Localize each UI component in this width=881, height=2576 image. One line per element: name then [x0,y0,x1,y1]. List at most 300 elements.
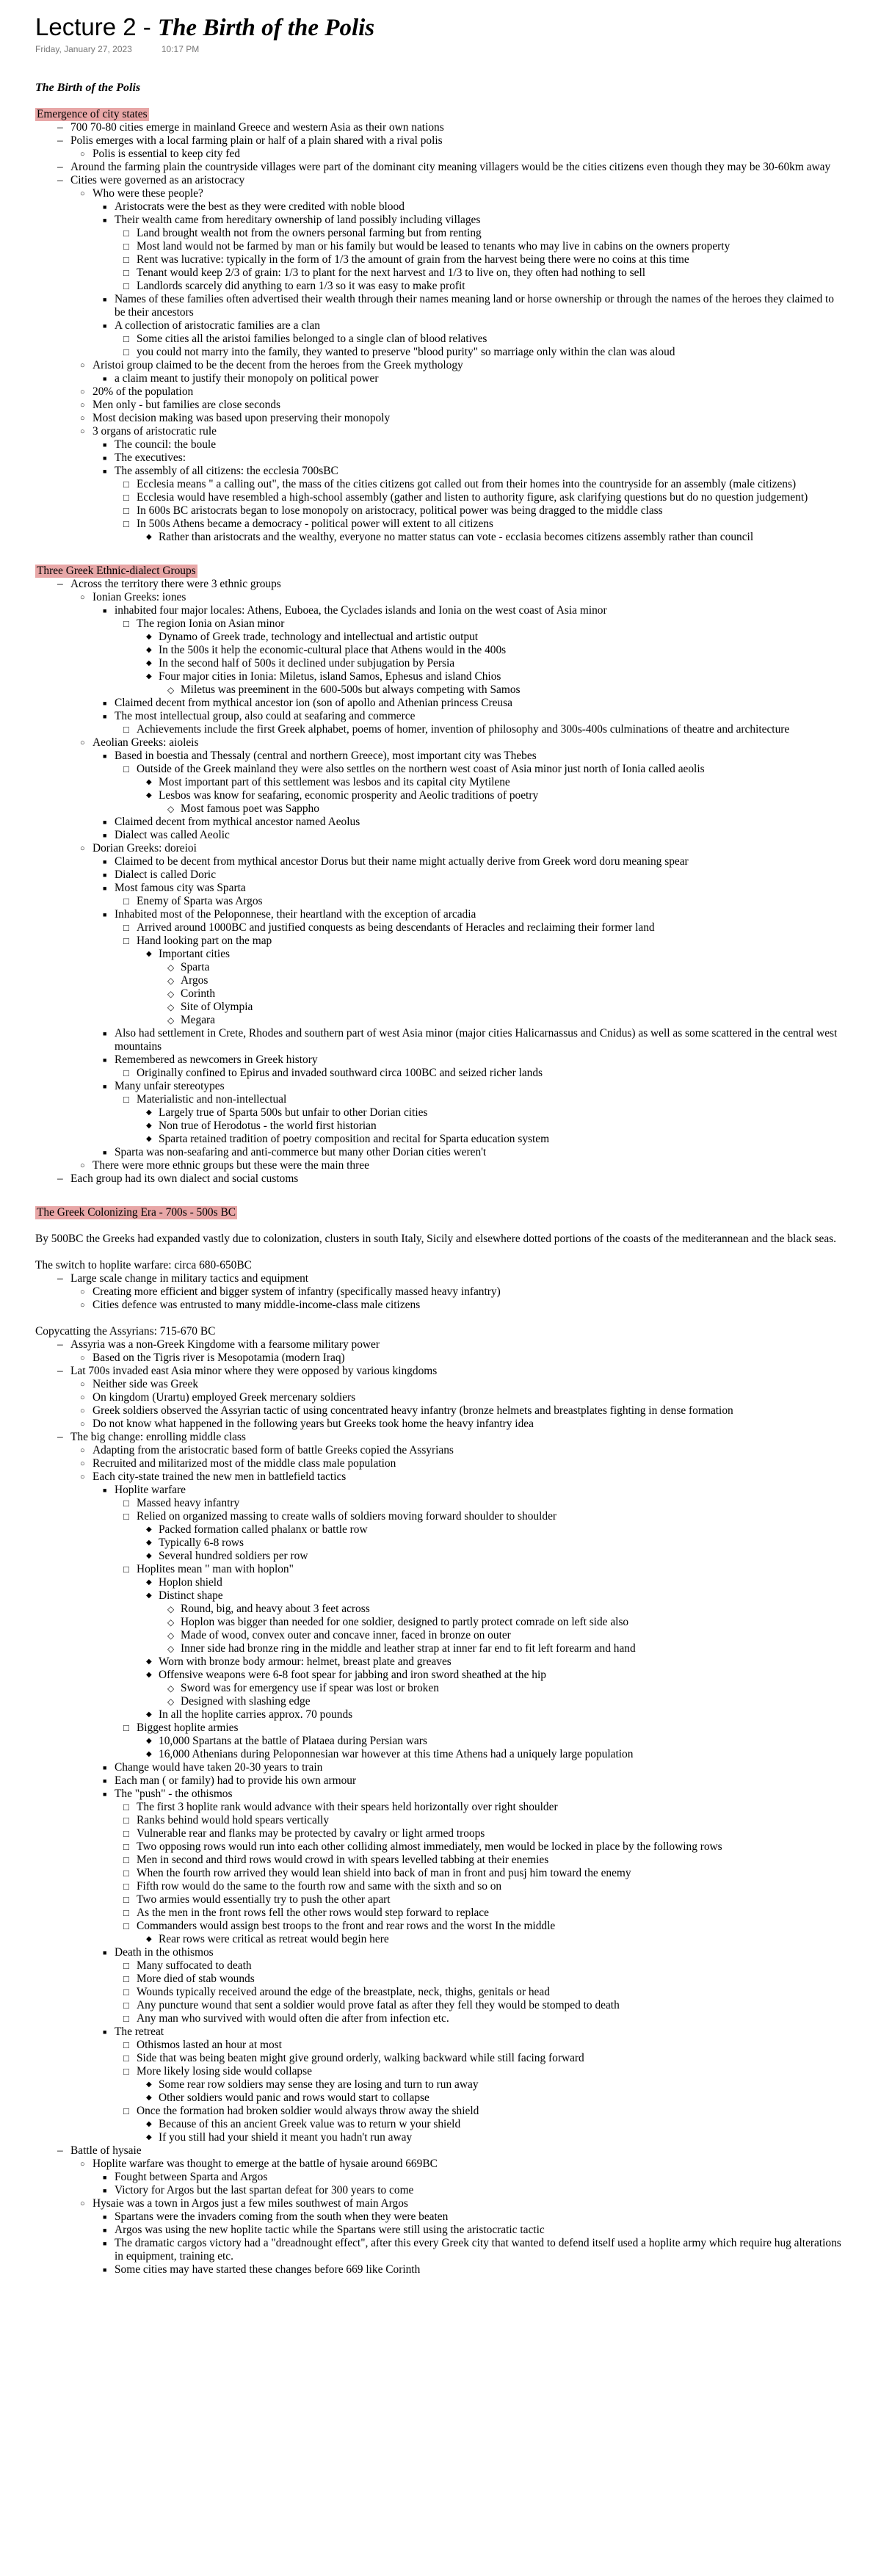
list-item [115,438,846,451]
list-item [115,2237,846,2263]
list-item [93,1285,846,1299]
list-item-text: ■ Change would have taken 20-30 years to train [115,1761,323,1774]
list-item [115,319,846,359]
list-item-text: □ When the fourth row arrived they would lean shield into back of man in front and pusj him toward the enemy [137,1867,631,1879]
list-item [159,2091,846,2105]
list-item [159,1120,846,1133]
list-item-text: □ Commanders would assign best troops to the front and rear rows and the worst In the middle [137,1920,556,1932]
list-item-text: – Assyria was a non-Greek Kingdome with a fearsome military power [70,1338,380,1351]
list-item [137,935,846,1027]
list-item [115,1788,846,1946]
list-item [93,1378,846,1391]
section-list [35,578,846,1186]
list-item [137,1999,846,2012]
list-item-text: ■ Argos was using the new hoplite tactic while the Spartans were still using the aristocratic tactic [115,2224,545,2236]
list-item [93,187,846,359]
list-item [115,2263,846,2276]
list-item-text: ◇ Hoplon was bigger than needed for one soldier, designed to partly protect comrade on left side also [181,1616,629,1628]
list-item-text: □ Many suffocated to death [137,1959,252,1972]
list-item-text: ◇ Sword was for emergency use if spear was lost or broken [181,1682,439,1694]
list-item [70,1431,846,2144]
list-item [137,895,846,908]
list-item [93,148,846,161]
list-item-text: ◆ Lesbos was know for seafaring, economic prosperity and Aeolic traditions of poetry [159,789,539,802]
list-item [137,253,846,266]
list-item-text: ◆ Rear rows were critical as retreat would begin here [159,1933,389,1945]
list-item [137,240,846,253]
section-list [35,1272,846,1312]
list-item-text: ◇ Inner side had bronze ring in the middle and leather strap at inner far end to fit left forearm and hand [181,1642,636,1655]
list-item-text: □ More likely losing side would collapse [137,2065,312,2078]
page-title [35,13,846,42]
list-item [137,1827,846,1840]
list-item-text: □ Tenant would keep 2/3 of grain: 1/3 to plant for the next harvest and 1/3 to live on, they often had nothing to sell [137,266,646,279]
list-item-text: ■ Dialect is called Doric [115,868,217,881]
list-item-text: □ Hoplites mean " man with hoplon" [137,1563,294,1575]
list-item [159,1655,846,1669]
list-item-text: ■ Most famous city was Sparta [115,882,246,894]
list-item [115,1946,846,2025]
list-item-text: □ you could not marry into the family, they wanted to preserve "blood purity" so marriage only within the clan was aloud [137,346,675,358]
list-item [137,723,846,736]
list-item-text: ○ Recruited and militarized most of the middle class male population [93,1457,396,1470]
section-heading-emergence: Emergence of city states [37,108,148,120]
list-item [93,1352,846,1365]
list-item-text: ■ The council: the boule [115,438,217,451]
list-item-text: – The big change: enrolling middle class [70,1431,246,1443]
list-item [159,2078,846,2091]
list-item-text: ◇ Round, big, and heavy about 3 feet across [181,1603,370,1615]
list-item-text: ○ On kingdom (Urartu) employed Greek mercenary soldiers [93,1391,356,1404]
list-item-text: □ Two opposing rows would run into each other colliding almost immediately, men would be locked in place by the following rows [137,1840,722,1853]
list-item-text: □ Once the formation had broken soldier would always throw away the shield [137,2105,479,2117]
list-item-text: ■ Remembered as newcomers in Greek history [115,1053,318,1066]
list-item [159,670,846,697]
list-item-text: – Battle of hysaie [70,2144,142,2157]
note-date: Friday, January 27, 2023 [35,44,132,54]
list-item-text: ◇ Most famous poet was Sappho [181,802,319,815]
list-item-text: – Polis emerges with a local farming plain or half of a plain shared with a rival polis [70,134,443,147]
list-item-text: ○ Hysaie was a town in Argos just a few miles southwest of main Argos [93,2197,408,2210]
list-item-text: ○ Based on the Tigris river is Mesopotamia (modern Iraq) [93,1352,345,1364]
list-item [115,2210,846,2224]
list-item [159,1933,846,1946]
list-item [115,200,846,214]
list-item-text: ○ Dorian Greeks: doreioi [93,842,197,855]
list-item-text: ◇ Megara [181,1014,215,1026]
list-item-text: □ Ecclesia means " a calling out", the mass of the cities citizens got called out from their homes into the countryside for an assembly (male citizens) [137,478,797,490]
list-item-text: ■ Based in boestia and Thessaly (central and northern Greece), most important city was Thebes [115,750,537,762]
list-item [159,789,846,816]
list-item-text: – Lat 700s invaded east Asia minor where they were opposed by various kingdoms [70,1365,438,1377]
list-item [70,134,846,161]
list-item-text: ○ Creating more efficient and bigger system of infantry (specifically massed heavy infantry) [93,1285,501,1298]
list-item [93,412,846,425]
colonizing-intro: By 500BC the Greeks had expanded vastly due to colonization, clusters in south Italy, Sicily and elsewhere dotted portions of the coasts of the mediterannean and the black seas. [35,1233,837,1245]
list-item-text: □ Vulnerable rear and flanks may be protected by cavalry or light armed troops [137,1827,485,1840]
list-item [93,591,846,736]
list-item-text: □ Arrived around 1000BC and justified conquests as being descendants of Heracles and reclaiming their former land [137,921,655,934]
list-item [115,214,846,293]
list-item [93,842,846,1159]
list-item-text: ■ Claimed decent from mythical ancestor named Aeolus [115,816,360,828]
list-item-text: ◆ 10,000 Spartans at the battle of Plataea during Persian wars [159,1735,427,1747]
list-item-text: ■ inhabited four major locales: Athens, Euboea, the Cyclades islands and Ionia on the west coast of Asia minor [115,604,607,617]
list-item-text: ◆ Most important part of this settlement was lesbos and its capital city Mytilene [159,776,510,788]
list-item-text: ○ Neither side was Greek [93,1378,199,1390]
list-item [115,2025,846,2144]
list-item-text: □ Biggest hoplite armies [137,1721,239,1734]
list-item-text: □ Massed heavy infantry [137,1497,240,1509]
list-item-text: ◇ Corinth [181,987,216,1000]
title-main: Lecture 2 - [35,13,158,40]
list-item-text: ■ Sparta was non-seafaring and anti-commerce but many other Dorian cities weren't [115,1146,487,1158]
list-item [159,2118,846,2131]
list-item [93,736,846,842]
list-item [181,1642,846,1655]
list-item [137,1973,846,1986]
list-item-text: ◆ Four major cities in Ionia: Miletus, island Samos, Ephesus and island Chios [159,670,501,683]
list-item [115,697,846,710]
list-item [159,2131,846,2144]
list-item-text: □ Enemy of Sparta was Argos [137,895,263,907]
list-item [159,1576,846,1589]
list-item [181,1001,846,1014]
list-item [181,1603,846,1616]
list-item-text: – Around the farming plain the countryside villages were part of the dominant city meaning villagers would be the cities citizens even though they may be 30-60km away [70,161,831,173]
list-item [159,1708,846,1721]
list-item-text: ■ Their wealth came from hereditary ownership of land possibly including villages [115,214,481,226]
section-list [35,1338,846,2276]
list-item-text: □ The region Ionia on Asian minor [137,617,285,630]
list-item [70,1365,846,1431]
list-item-text: ■ Some cities may have started these changes before 669 like Corinth [115,2263,421,2276]
list-item [115,882,846,908]
list-item-text: ◆ Non true of Herodotus - the world first historian [159,1120,377,1132]
list-item [115,465,846,544]
list-item-text: ◆ 16,000 Athenians during Peloponnesian war however at this time Athens had a uniquely large population [159,1748,634,1760]
list-item-text: □ Most land would not be farmed by man or his family but would be leased to tenants who may live in cabins on the owners property [137,240,730,253]
list-item-text: ◆ Hoplon shield [159,1576,222,1589]
list-item [115,372,846,385]
list-item [93,1457,846,1470]
list-item [181,1629,846,1642]
list-item [137,1721,846,1761]
list-item-text: ■ The executives: [115,451,186,464]
list-item [159,644,846,657]
list-item [93,2158,846,2197]
list-item-text: □ Othismos lasted an hour at most [137,2039,282,2051]
list-item-text: □ Two armies would essentially try to push the other apart [137,1893,391,1906]
list-item-text: ◇ Made of wood, convex outer and concave inner, faced in bronze on outer [181,1629,511,1641]
list-item-text: □ Some cities all the aristoi families belonged to a single clan of blood relatives [137,333,487,345]
list-item-text: □ Originally confined to Epirus and invaded southward circa 100BC and seized richer lands [137,1067,543,1079]
list-item [115,1146,846,1159]
list-item [137,280,846,293]
list-item [115,1080,846,1146]
list-item [93,1418,846,1431]
list-item [181,987,846,1001]
list-item [137,921,846,935]
list-item [93,1444,846,1457]
list-item [115,1774,846,1788]
list-item [93,1470,846,2144]
list-item-text: ○ Most decision making was based upon preserving their monopoly [93,412,391,424]
list-item-text: ○ 3 organs of aristocratic rule [93,425,217,438]
list-item [93,399,846,412]
list-item-text: ■ A collection of aristocratic families are a clan [115,319,320,332]
list-item [159,1133,846,1146]
list-item [159,1735,846,1748]
list-item [137,617,846,697]
list-item [159,1550,846,1563]
list-item [93,425,846,544]
list-item-text: □ Achievements include the first Greek alphabet, poems of homer, invention of philosophy and 300s-400s culminations of theatre and architecture [137,723,790,736]
list-item-text: ○ Polis is essential to keep city fed [93,148,240,160]
list-item-text: ■ Death in the othismos [115,1946,214,1959]
list-item-text: ■ Inhabited most of the Peloponnese, their heartland with the exception of arcadia [115,908,476,921]
list-item [70,174,846,544]
list-item [137,1510,846,1563]
list-item-text: ◆ Other soldiers would panic and rows would start to collapse [159,2091,429,2104]
list-item [115,2224,846,2237]
list-item [137,2052,846,2065]
list-item [137,1893,846,1906]
list-item [137,333,846,346]
list-item [137,1854,846,1867]
list-item-text: ◇ Miletus was preeminent in the 600-500s but always competing with Samos [181,683,521,696]
list-item [137,1840,846,1854]
list-item [159,657,846,670]
list-item-text: ■ Also had settlement in Crete, Rhodes and southern part of west Asia minor (major cities Halicarnassus and Cnidus) as well as some scattered in the central west mountains [115,1027,838,1053]
list-item-text: ◆ Sparta retained tradition of poetry composition and recital for Sparta education system [159,1133,550,1145]
list-item-text: ◆ Dynamo of Greek trade, technology and intellectual and artistic output [159,631,479,643]
list-item [115,1027,846,1053]
list-item-text: ■ Claimed decent from mythical ancestor ion (son of apollo and Athenian princess Creusa [115,697,512,709]
list-item [137,1093,846,1146]
list-item-text: ■ Many unfair stereotypes [115,1080,225,1092]
list-item [159,1589,846,1655]
list-item-text: ◇ Argos [181,974,209,987]
list-item [159,631,846,644]
list-item [93,385,846,399]
list-item [115,451,846,465]
list-item-text: ◆ Largely true of Sparta 500s but unfair to other Dorian cities [159,1106,428,1119]
list-item [70,121,846,134]
list-item [137,491,846,504]
list-item-text: ■ Fought between Sparta and Argos [115,2171,268,2183]
list-item-text: □ Relied on organized massing to create walls of soldiers moving forward shoulder to shoulder [137,1510,557,1523]
list-item [137,2105,846,2144]
list-item-text: □ Side that was being beaten might give ground orderly, walking backward while still facing forward [137,2052,584,2064]
list-item [181,961,846,974]
list-item-text: ◆ Distinct shape [159,1589,223,1602]
list-item [137,346,846,359]
list-item-text: □ Ecclesia would have resembled a high-school assembly (gather and listen to authority figure, ask clarifying questions but do no question judgement) [137,491,808,504]
list-item [137,1986,846,1999]
list-item-text: □ As the men in the front rows fell the other rows would step forward to replace [137,1906,489,1919]
list-item-text: □ Ranks behind would hold spears vertically [137,1814,330,1826]
list-item [181,1695,846,1708]
list-item-text: ○ Cities defence was entrusted to many middle-income-class male citizens [93,1299,421,1311]
list-item [115,1053,846,1080]
list-item-text: – 700 70-80 cities emerge in mainland Greece and western Asia as their own nations [70,121,444,134]
list-item-text: ■ Hoplite warfare [115,1484,186,1496]
list-item-text: ◆ Rather than aristocrats and the wealthy, everyone no matter status can vote - ecclasia becomes citizens assembly rather than council [159,531,754,543]
list-item-text: ○ Hoplite warfare was thought to emerge at the battle of hysaie around 669BC [93,2158,438,2170]
list-item [137,1920,846,1946]
list-item [137,1880,846,1893]
list-item [115,750,846,816]
list-item-text: – Across the territory there were 3 ethnic groups [70,578,281,590]
list-item [159,1536,846,1550]
list-item [159,1523,846,1536]
list-item [137,1067,846,1080]
list-item-text: – Cities were governed as an aristocracy [70,174,245,186]
list-item-text: ◆ Some rear row soldiers may sense they are losing and turn to run away [159,2078,479,2091]
list-item [159,1106,846,1120]
list-item [137,1867,846,1880]
list-item [181,1616,846,1629]
list-item-text: ○ There were more ethnic groups but these were the main three [93,1159,369,1172]
list-item-text: □ More died of stab wounds [137,1973,255,1985]
list-item-text: ■ Victory for Argos but the last spartan defeat for 300 years to come [115,2184,414,2196]
list-item-text: □ Wounds typically received around the edge of the breastplate, neck, thighs, genitals or head [137,1986,550,1998]
list-item [70,578,846,1172]
list-item [137,2039,846,2052]
list-item [115,816,846,829]
list-item-text: ■ Dialect was called Aeolic [115,829,230,841]
list-item-text: □ Materialistic and non-intellectual [137,1093,287,1106]
list-item [137,1906,846,1920]
list-item [137,1959,846,1973]
list-item [159,1748,846,1761]
list-item-text: ■ Claimed to be decent from mythical ancestor Dorus but their name might actually derive from Greek word doru meaning spear [115,855,689,868]
list-item [137,518,846,544]
section-list [35,121,846,544]
list-item-text: ○ Who were these people? [93,187,203,200]
list-item [159,531,846,544]
list-item-text: □ Fifth row would do the same to the fourth row and same with the sixth and so on [137,1880,502,1893]
list-item [137,1497,846,1510]
list-item [181,683,846,697]
list-item-text: ○ Greek soldiers observed the Assyrian tactic of using concentrated heavy infantry (bronze helmets and breastplates fighting in dense formation [93,1404,733,1417]
list-item [115,293,846,319]
list-item [115,868,846,882]
list-item [181,1682,846,1695]
list-item-text: ○ Aristoi group claimed to be the decent from the heroes from the Greek mythology [93,359,463,371]
list-item [93,359,846,385]
list-item [115,1761,846,1774]
list-item [93,1404,846,1418]
list-item-text: □ Outside of the Greek mainland they were also settles on the northern west coast of Asia minor just north of Ionia called aeolis [137,763,705,775]
list-item [93,1391,846,1404]
section-heading-ethnic-groups: Three Greek Ethnic-dialect Groups [37,565,196,577]
list-item [70,161,846,174]
list-item-text: ○ Aeolian Greeks: aioleis [93,736,199,749]
list-item-text: ◆ Worn with bronze body armour: helmet, breast plate and greaves [159,1655,452,1668]
section-heading-colonizing-era: The Greek Colonizing Era - 700s - 500s BC [37,1206,236,1219]
list-item [137,2065,846,2105]
list-item-text: ◆ In all the hoplite carries approx. 70 pounds [159,1708,353,1721]
list-item [159,776,846,789]
list-item-text: ◆ Several hundred soldiers per row [159,1550,308,1562]
list-item [181,802,846,816]
list-item-text: ○ 20% of the population [93,385,194,398]
list-item-text: ■ Aristocrats were the best as they were credited with noble blood [115,200,405,213]
list-item-text: ◆ Typically 6-8 rows [159,1536,244,1549]
list-item-text: – Each group had its own dialect and social customs [70,1172,299,1185]
list-item [115,908,846,1027]
list-item [115,710,846,736]
list-item-text: ■ Spartans were the invaders coming from the south when they were beaten [115,2210,449,2223]
list-item [137,1801,846,1814]
list-item [181,1014,846,1027]
list-item-text: ○ Men only - but families are close seconds [93,399,281,411]
list-item-text: ◇ Sparta [181,961,210,973]
list-item-text: □ Rent was lucrative: typically in the form of 1/3 the amount of grain from the harvest being there were no coins at this time [137,253,689,266]
hoplite-switch-title: The switch to hoplite warfare: circa 680-650BC [35,1259,252,1271]
list-item [70,2144,846,2276]
list-item-text: ■ The dramatic cargos victory had a "dreadnought effect", after this every Greek city that wanted to defend itself used a hoplite army which require hug alterations in equipment, training etc. [115,2237,841,2263]
list-item [115,2171,846,2184]
list-item-text: ■ Names of these families often advertised their wealth through their names meaning land or horse ownership or through the names of the heroes they claimed to be their ancestors [115,293,835,319]
note-subtitle: The Birth of the Polis [35,81,141,94]
list-item [93,1159,846,1172]
list-item [137,763,846,816]
list-item-text: ■ The "push" - the othismos [115,1788,233,1800]
list-item-text: ○ Ionian Greeks: iones [93,591,186,603]
list-item [181,974,846,987]
title-emphasis: The Birth of the Polis [157,15,375,41]
list-item [137,2012,846,2025]
list-item-text: ◆ Because of this an ancient Greek value was to return w your shield [159,2118,461,2130]
list-item-text: □ Men in second and third rows would crowd in with spears levelled tabbing at their enemies [137,1854,549,1866]
list-item-text: ◇ Designed with slashing edge [181,1695,311,1708]
list-item [115,1484,846,1761]
list-item-text: ■ The most intellectual group, also could at seafaring and commerce [115,710,416,722]
list-item [137,478,846,491]
list-item-text: □ Any puncture wound that sent a soldier would prove fatal as after they fell they would be stomped to death [137,1999,620,2011]
list-item-text: □ Any man who survived with would often die after from infection etc. [137,2012,449,2025]
list-item [70,1172,846,1186]
list-item-text: ■ The assembly of all citizens: the ecclesia 700sBC [115,465,338,477]
list-item-text: ○ Each city-state trained the new men in battlefield tactics [93,1470,347,1483]
list-item [115,2184,846,2197]
list-item-text: ○ Do not know what happened in the following years but Greeks took home the heavy infantry idea [93,1418,534,1430]
list-item [115,855,846,868]
list-item [159,1669,846,1708]
list-item-text: □ The first 3 hoplite rank would advance with their spears held horizontally over right shoulder [137,1801,558,1813]
list-item [70,1338,846,1365]
list-item [137,1814,846,1827]
list-item [137,1563,846,1721]
list-item-text: □ In 600s BC aristocrats began to lose monopoly on aristocracy, political power was being dragged to the middle class [137,504,663,517]
list-item [159,948,846,1027]
list-item-text: ■ The retreat [115,2025,164,2038]
list-item-text: ○ Adapting from the aristocratic based form of battle Greeks copied the Assyrians [93,1444,454,1456]
list-item-text: □ Landlords scarcely did anything to earn 1/3 so it was easy to make profit [137,280,465,292]
list-item-text: ◆ In the 500s it help the economic-cultural place that Athens would in the 400s [159,644,507,656]
list-item [70,1272,846,1312]
list-item-text: ■ a claim meant to justify their monopoly on political power [115,372,379,385]
list-item-text: – Large scale change in military tactics and equipment [70,1272,309,1285]
list-item [137,504,846,518]
list-item-text: □ Land brought wealth not from the owners personal farming but from renting [137,227,482,239]
list-item-text: ◆ Offensive weapons were 6-8 foot spear for jabbing and iron sword sheathed at the hip [159,1669,546,1681]
list-item [137,227,846,240]
assyrians-title: Copycatting the Assyrians: 715-670 BC [35,1325,216,1338]
